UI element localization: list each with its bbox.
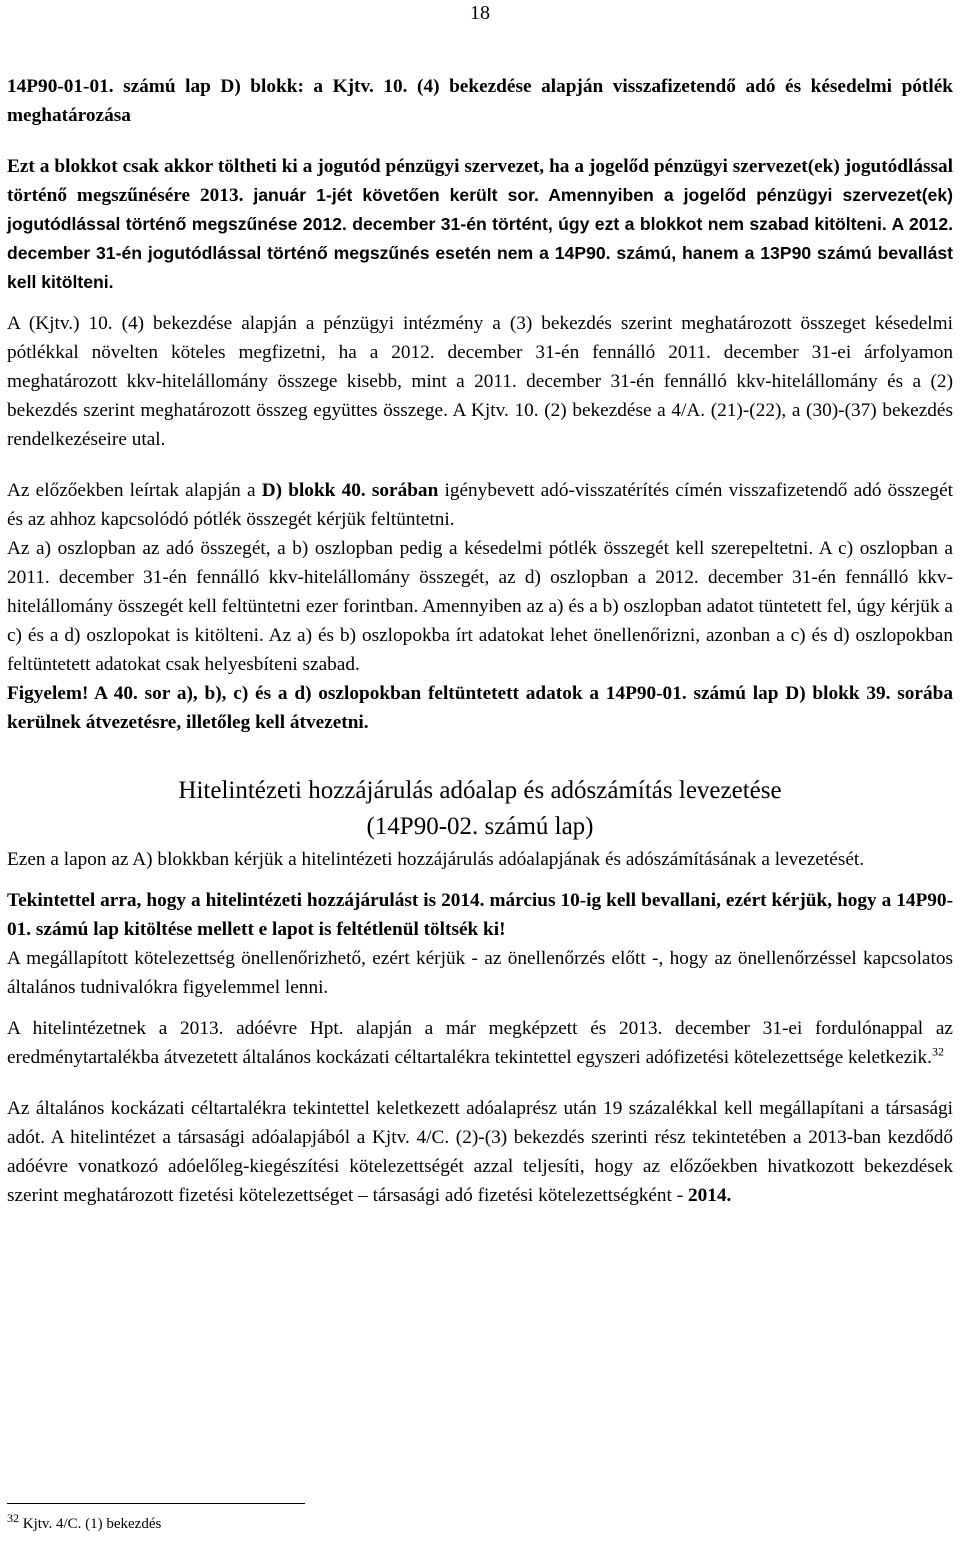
selfcheck-paragraph: A megállapított kötelezettség önellenőrizhető, ezért kérjük - az önellenőrzés előtt -, hogy az önellenőrzéssel kapcsolatos általános tudnivalókra figyelemmel lenni. bbox=[7, 948, 953, 998]
footnote-ref: 32 bbox=[932, 1044, 945, 1059]
kjtv-paragraph: A (Kjtv.) 10. (4) bekezdése alapján a pénzügyi intézmény a (3) bekezdés szerint meghatározott összeget késedelmi pótlékkal növelten köteles megfizetni, ha a 2012. december 31-én fennálló 2011. december 31-ei árfolyamon meghatározott kkv-hitelállomány összege kisebb, mint a 2011. december 31-én fennálló kkv-hitelállomány és a (2) bekezdés szerint meghatározott összeg együttes összege. A Kjtv. 10. (2) bekezdése a 4/A. (21)-(22), a (30)-(37) bekezdés rendelkezéseire utal. bbox=[7, 313, 953, 450]
footnote-text: Kjtv. 4/C. (1) bekezdés bbox=[22, 1516, 162, 1532]
reserve-paragraph bbox=[7, 1014, 953, 1072]
page-number: 18 bbox=[470, 2, 490, 24]
block40-paragraph bbox=[7, 476, 953, 534]
reserve-text: A hitelintézetnek a 2013. adóévre Hpt. alapján a már megképzett és 2013. december 31-ei fordulónappal az eredménytartalékba átvezetett általános kockázati céltartalékra tekintettel egyszeri adófizetési kötelezettsége keletkezik. bbox=[7, 1018, 953, 1068]
d-block-intro-sans: január 1-jét követően került sor. Amennyiben a jogelőd pénzügyi szervezet(ek) jogutódlással történő megszűnése 2012. december 31-én történt, úgy ezt a blokkot nem szabad kitölteni. A 2012. december 31-én jogutódlással történő megszűnés esetén nem a 14P90. számú, hanem a 13P90 számú bevallást kell kitölteni. bbox=[7, 185, 953, 292]
warning-paragraph: Figyelem! A 40. sor a), b), c) és a d) oszlopokban feltüntetett adatok a 14P90-01. számú lap D) blokk 39. sorába kerülnek átvezetésre, illetőleg kell átvezetni. bbox=[7, 683, 953, 733]
section2-intro: Ezen a lapon az A) blokkban kérjük a hitelintézeti hozzájárulás adóalapjának és adószámításának a levezetését. bbox=[7, 849, 865, 870]
footnote-number: 32 bbox=[7, 1511, 19, 1525]
page-body bbox=[7, 72, 953, 1210]
tax-rate-text: Az általános kockázati céltartalékra tekintettel keletkezett adóalaprész után 19 százalékkal kell megállapítani a társasági adót. A hitelintézet a társasági adóalapjából a Kjtv. 4/C. (2)-(3) bekezdés szerinti rész tekintetében a 2013-ban kezdődő adóévre vonatkozó adóelőleg-kiegészítési kötelezettségét azzal teljesíti, hogy az előzőekben hivatkozott bekezdések szerint meghatározott fizetési kötelezettséget – társasági adó fizetési kötelezettségként - bbox=[7, 1098, 953, 1206]
tax-rate-year: 2014. bbox=[687, 1185, 732, 1206]
columns-paragraph: Az a) oszlopban az adó összegét, a b) oszlopban pedig a késedelmi pótlék összegét kell szerepeltetni. A c) oszlopban a 2011. december 31-én fennálló kkv-hitelállomány összegét, az d) oszlopban a 2012. december 31-én fennálló kkv-hitelállomány összegét kell feltüntetni ezer forintban. Amennyiben az a) és a b) oszlopban adatot tüntetett fel, úgy kérjük a c) és a d) oszlopokat is kitölteni. Az a) és b) oszlopokba írt adatokat lehet önellenőrizni, azonban a c) és d) oszlopokban feltüntetett adatokat csak helyesbíteni szabad. bbox=[7, 538, 953, 675]
block40-prefix: Az előzőekben leírtak alapján a bbox=[7, 480, 262, 501]
block40-text: igénybevett adó-visszatérítés címén visszafizetendő adó összegét és az ahhoz kapcsolódó pótlék összegét kérjük feltüntetni. bbox=[7, 480, 953, 530]
section-title: Hitelintézeti hozzájárulás adóalap és adószámítás levezetése bbox=[178, 777, 782, 804]
section-subtitle: (14P90-02. számú lap) bbox=[366, 813, 594, 840]
d-block-intro bbox=[7, 152, 953, 297]
footnote-divider bbox=[7, 1503, 305, 1504]
section-heading-d-block: 14P90-01-01. számú lap D) blokk: a Kjtv. 10. (4) bekezdése alapján visszafizetendő adó és késedelmi pótlék meghatározása bbox=[7, 76, 953, 126]
deadline-note: Tekintettel arra, hogy a hitelintézeti hozzájárulást is 2014. március 10-ig kell bevallani, ezért kérjük, hogy a 14P90-01. számú lap kitöltése mellett e lapot is feltétlenül töltsék ki! bbox=[7, 890, 953, 940]
block40-bold: D) blokk 40. sorában bbox=[261, 480, 439, 501]
tax-rate-paragraph bbox=[7, 1094, 953, 1210]
footnote bbox=[7, 1511, 162, 1534]
d-block-intro-bold: Ezt a blokkot csak akkor töltheti ki a jogutód pénzügyi szervezet, ha a jogelőd pénzügyi szervezet(ek) jogutódlással történő megszűnésére 2013. bbox=[7, 156, 953, 206]
